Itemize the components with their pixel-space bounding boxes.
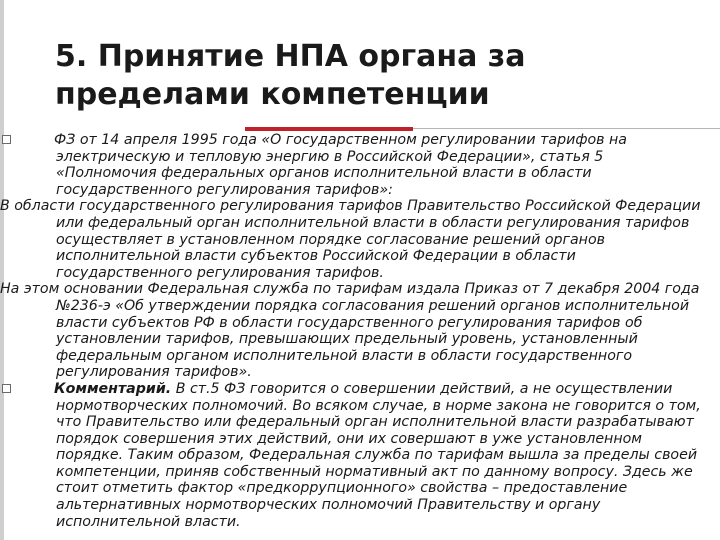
title-divider-line xyxy=(413,128,720,129)
paragraph-fst-order xyxy=(0,281,708,381)
title-accent-underline xyxy=(245,127,413,131)
slide-title: 5. Принятие НПА органа за пределами компетенции xyxy=(55,39,526,112)
paragraph-regulation-scope xyxy=(0,198,708,281)
paragraph-text: В области государственного регулирования тарифов Правительство Российской Федерации или федеральный орган исполнительной власти в области регулирования тарифов осуществляет в установленном порядке согласование решений органов исполнительной власти субъектов Российской Федерации в области государственного регулирования тарифов. xyxy=(0,198,701,281)
paragraph-law-reference xyxy=(0,132,708,198)
paragraph-text: На этом основании Федеральная служба по тарифам издала Приказ от 7 декабря 2004 года №236-э «Об утверждении порядка согласования решений органов исполнительной власти субъектов РФ в области государственного регулирования тарифов об установлении тарифов, превышающих предельный уровень, установленный федеральным органом исполнительной власти в области государственного регулирования тарифов». xyxy=(0,281,700,381)
hollow-square-bullet-icon xyxy=(2,384,11,393)
paragraph-commentary xyxy=(0,381,708,530)
slide-body xyxy=(0,132,708,530)
hollow-square-bullet-icon xyxy=(2,135,11,144)
commentary-label: Комментарий. xyxy=(54,380,172,397)
paragraph-text: В ст.5 ФЗ говорится о совершении действий, а не осуществлении нормотворческих полномочий. Во всяком случае, в норме закона не говорится о том, что Правительство или федеральный орган исполнительной власти разрабатывают порядок совершения этих действий, они их совершают в уже установленном порядке. Таким образом, Федеральная служба по тарифам вышла за пределы своей компетенции, приняв собственный нормативный акт по данному вопросу. Здесь же стоит отметить фактор «предкоррупционного» свойства – предоставление альтернативных нормотворческих полномочий Правительству и органу исполнительной власти. xyxy=(56,380,701,530)
paragraph-text: ФЗ от 14 апреля 1995 года «О государственном регулировании тарифов на электрическую и тепловую энергию в Российской Федерации», статья 5 «Полномочия федеральных органов исполнительной власти в области государственного регулирования тарифов»: xyxy=(54,132,627,198)
